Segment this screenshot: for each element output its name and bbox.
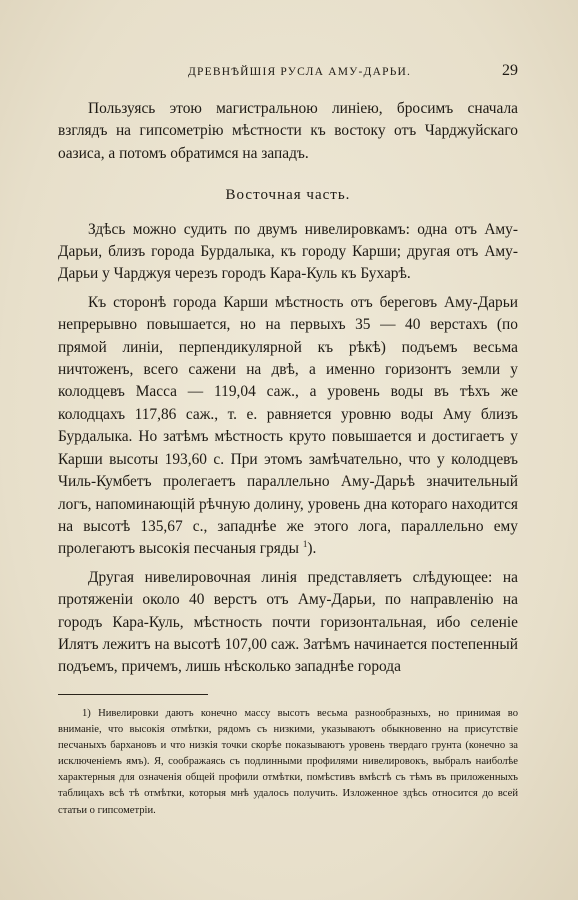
footnote-divider	[58, 694, 208, 695]
page-number: 29	[502, 62, 518, 79]
footnotes	[58, 706, 518, 819]
paragraph-3-text: Къ сторонѣ города Карши мѣстность отъ береговъ Аму-Дарьи непрерывно повышается, но на первыхъ 35 — 40 верстахъ (по прямой линіи, перпендикулярной къ рѣкѣ) подъемъ весьма ничтоженъ, всего сажени на двѣ, а именно горизонтъ земли у колодцевъ Масса — 119,04 саж., а уровень воды въ тѣхъ же колодцахъ 117,86 саж., т. е. равняется уровню воды Аму близъ Бурдалыка. Но затѣмъ мѣстность круто повышается и достигаетъ у Карши высоты 193,60 с. При этомъ замѣчательно, что у колодцевъ Чиль-Кумбетъ пролегаетъ параллельно Аму-Дарьѣ значительный логъ, напоминающій рѣчную долину, уровень дна котораго находится на высотѣ 135,67 с., западнѣе же этого лога, параллельно ему пролегаютъ высокія песчаныя гряды	[58, 293, 518, 558]
page-header	[58, 62, 518, 82]
running-title: ДРЕВНѢЙШІЯ РУСЛА АМУ-ДАРЬИ.	[188, 66, 412, 78]
paragraph-1: Пользуясь этою магистральною линіею, бросимъ сначала взглядъ на гипсометрію мѣстности къ востоку отъ Чарджуйскаго оазиса, а потомъ обратимся на западъ.	[58, 100, 518, 162]
footnote-1: 1) Нивелировки даютъ конечно массу высотъ весьма разнообразныхъ, но принимая во вниманіе, что высокія отмѣтки, рядомъ съ низкими, указываютъ обыкновенно на присутствіе песчаныхъ бархановъ и что низкія точки скорѣе показываютъ уровень твердаго грунта (конечно за исключеніемъ ямъ). Я, соображаясь съ подлинными профилями нивелировокъ, выбралъ наиболѣе характерныя для означенія общей профили отмѣтки, помѣстивъ вмѣстѣ съ тѣмъ въ приложенныхъ таблицахъ всѣ тѣ отмѣтки, которыя мнѣ удалось получить. Изложенное здѣсь относится до всей статьи о гипсометріи.	[58, 708, 518, 816]
paragraph-2: Здѣсь можно судить по двумъ нивелировкамъ: одна отъ Аму-Дарьи, близъ города Бурдалыка, къ городу Карши; другая отъ Аму-Дарьи у Чарджуя черезъ городъ Кара-Куль къ Бухарѣ.	[58, 220, 518, 283]
section-heading: Восточная часть.	[225, 187, 351, 204]
body-text	[58, 98, 518, 679]
paragraph-3-end: ).	[307, 540, 317, 558]
paragraph-4: Другая нивелировочная линія представляетъ слѣдующее: на протяженіи около 40 верстъ отъ Аму-Дарьи, по направленію на городъ Кара-Куль, мѣстность почти горизонтальная, ибо селеніе Илятъ лежитъ на высотѣ 107,00 саж. Затѣмъ начинается постепенный подъемъ, причемъ, лишь нѣсколько западнѣе города	[58, 568, 518, 676]
footnote-mark: 1	[302, 539, 308, 550]
paragraph-3	[58, 292, 518, 561]
